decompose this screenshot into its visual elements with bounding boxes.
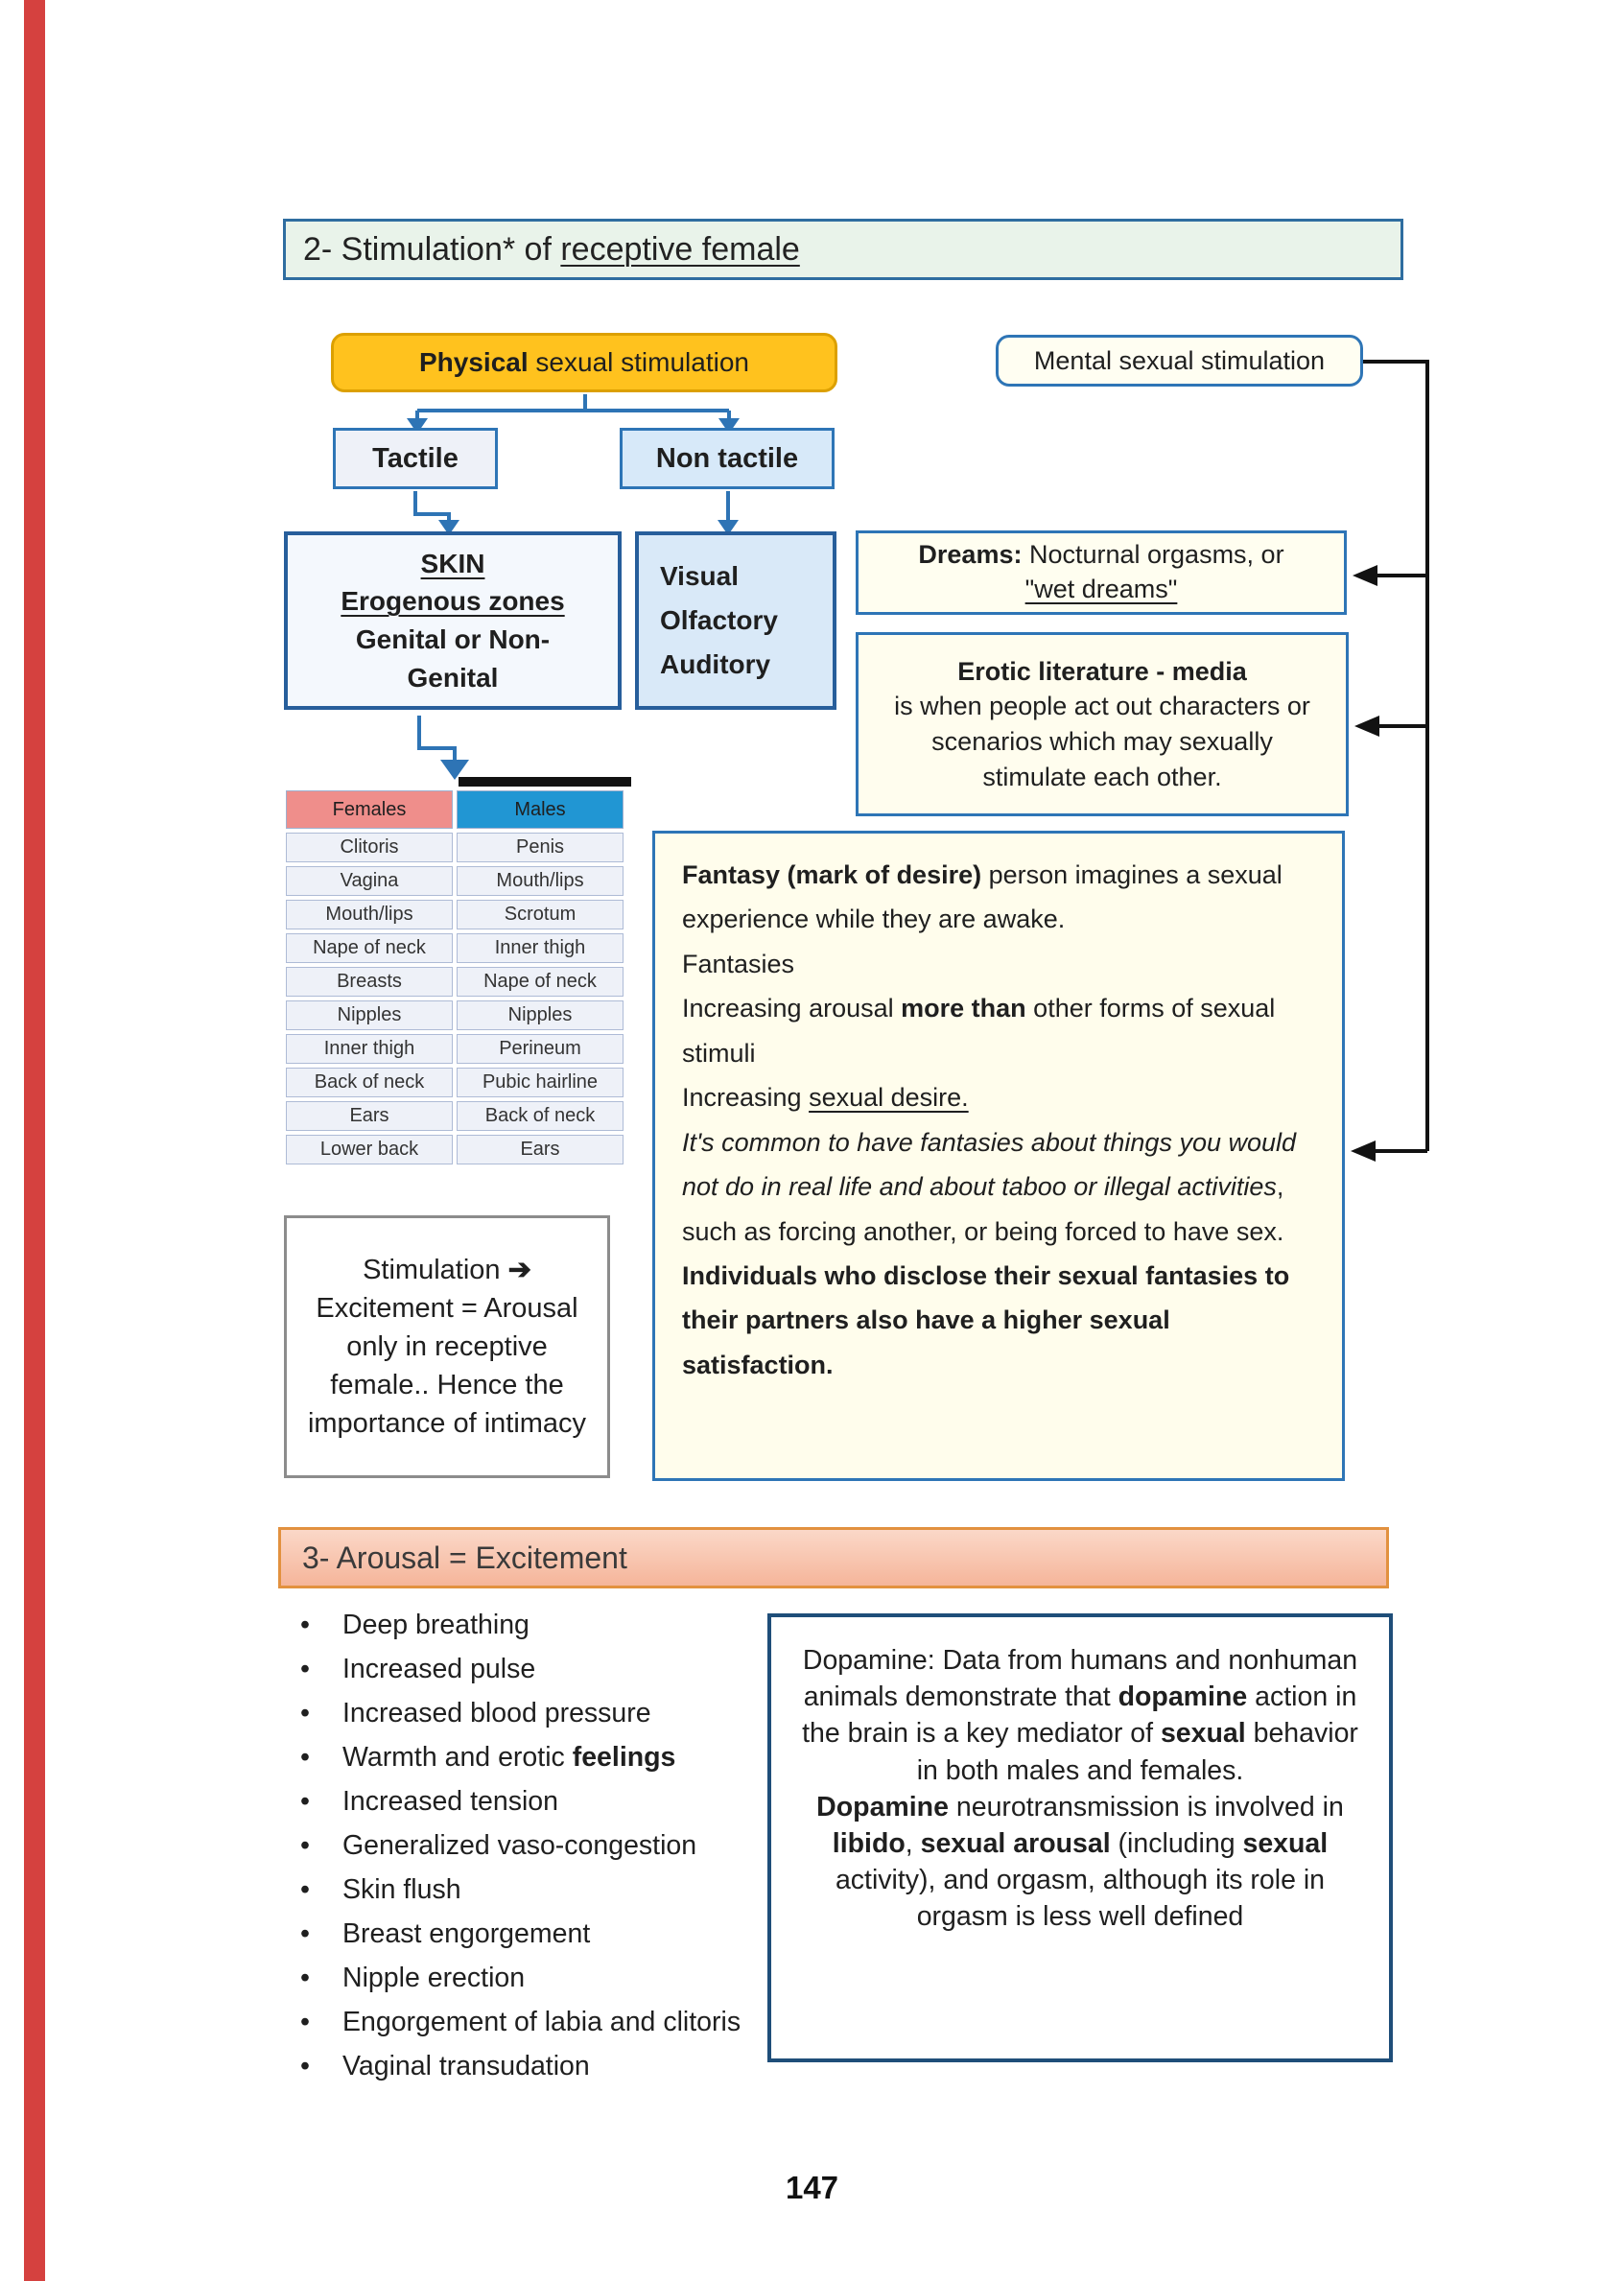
skin-line: SKIN xyxy=(420,548,485,578)
bullet-item: • Warmth and erotic feelings xyxy=(293,1742,791,1774)
arousal-signs-list xyxy=(293,1610,791,2095)
dreams-line: "wet dreams" xyxy=(1024,575,1178,603)
table-cell: Scrotum xyxy=(457,900,624,929)
table-cell: Breasts xyxy=(286,967,453,997)
table-row xyxy=(286,1135,624,1164)
left-margin-bar xyxy=(24,0,45,2281)
mental-stimulation-box xyxy=(996,335,1363,387)
fantasy-paragraph: It's common to have fantasies about things you would not do in real life and about taboo or illegal activities, such as forcing another, or being forced to have sex. xyxy=(682,1127,1297,1246)
fantasy-paragraph: Fantasies xyxy=(682,949,795,978)
males-header: Males xyxy=(457,790,624,829)
sensory-line: Visual xyxy=(660,560,739,591)
sensory-modalities-box xyxy=(635,531,836,710)
section2-title-text: 2- Stimulation* of receptive female xyxy=(303,230,800,268)
bullet-item: • Skin flush xyxy=(293,1874,791,1906)
erotic-line: Erotic literature - media xyxy=(957,656,1247,686)
bullet-item: • Increased tension xyxy=(293,1786,791,1818)
non-tactile-box xyxy=(620,428,835,489)
erotic-line: is when people act out characters or scenarios which may sexually stimulate each other. xyxy=(894,692,1310,791)
table-cell: Mouth/lips xyxy=(286,900,453,929)
physical-stimulation-box xyxy=(331,333,837,392)
table-cell: Pubic hairline xyxy=(457,1068,624,1097)
mental-stimulation-label: Mental sexual stimulation xyxy=(1033,345,1326,375)
fantasy-box xyxy=(652,831,1345,1481)
dopamine-paragraph: Dopamine neurotransmission is involved in libido, sexual arousal (including sexual activity), and orgasm, although its role in orgasm is less well defined xyxy=(816,1791,1344,1933)
bullet-item: • Breast engorgement xyxy=(293,1918,791,1950)
bullet-item: • Engorgement of labia and clitoris xyxy=(293,2007,791,2038)
table-cell: Ears xyxy=(286,1101,453,1131)
table-cell: Lower back xyxy=(286,1135,453,1164)
bullet-item: • Deep breathing xyxy=(293,1610,791,1641)
bullet-item: • Increased blood pressure xyxy=(293,1698,791,1729)
skin-line: Erogenous zones xyxy=(341,586,565,617)
stimulation-note-box xyxy=(284,1215,610,1478)
table-row xyxy=(286,900,624,929)
tactile-box xyxy=(333,428,498,489)
dopamine-box xyxy=(767,1613,1393,2062)
bullet-item: • Generalized vaso-congestion xyxy=(293,1830,791,1862)
table-cell: Clitoris xyxy=(286,833,453,862)
dopamine-paragraph: Dopamine: Data from humans and nonhuman animals demonstrate that dopamine action in the brain is a key mediator of sexual behavior in both males and females. xyxy=(802,1645,1358,1786)
section3-title-text: 3- Arousal = Excitement xyxy=(302,1540,627,1575)
table-row xyxy=(286,1034,624,1064)
table-cell: Back of neck xyxy=(286,1068,453,1097)
black-arrowheads xyxy=(1351,565,1379,1162)
fantasy-paragraph: Increasing sexual desire. xyxy=(682,1083,969,1113)
skin-erogenous-zones-box xyxy=(284,531,622,710)
table-cell: Mouth/lips xyxy=(457,866,624,896)
table-row xyxy=(286,933,624,963)
non-tactile-label: Non tactile xyxy=(655,442,799,474)
table-cell: Perineum xyxy=(457,1034,624,1064)
bullet-item: • Vaginal transudation xyxy=(293,2051,791,2082)
sensory-line: Olfactory xyxy=(660,604,778,635)
table-cell: Back of neck xyxy=(457,1101,624,1131)
table-cell: Inner thigh xyxy=(286,1034,453,1064)
dreams-box xyxy=(856,530,1347,615)
table-cell: Nape of neck xyxy=(457,967,624,997)
stimulation-note-text: Stimulation ➔ Excitement = Arousal only in receptive female.. Hence the importance of intimacy xyxy=(307,1254,587,1440)
table-row xyxy=(286,1068,624,1097)
page-number-text: 147 xyxy=(785,2170,839,2205)
table-header-row xyxy=(286,790,624,829)
fantasy-paragraph: Fantasy (mark of desire) person imagines a sexual experience while they are awake. xyxy=(682,860,1283,934)
table-row xyxy=(286,866,624,896)
table-cell: Penis xyxy=(457,833,624,862)
females-header: Females xyxy=(286,790,453,829)
table-row xyxy=(286,1000,624,1030)
table-cell: Nipples xyxy=(286,1000,453,1030)
section2-title xyxy=(283,219,1403,280)
table-cell: Inner thigh xyxy=(457,933,624,963)
table-row xyxy=(286,833,624,862)
erogenous-zones-table xyxy=(282,787,627,1168)
tactile-label: Tactile xyxy=(372,442,459,474)
males-column-top-rule xyxy=(459,777,631,787)
table-cell: Nape of neck xyxy=(286,933,453,963)
table-cell: Vagina xyxy=(286,866,453,896)
bullet-item: • Increased pulse xyxy=(293,1654,791,1685)
erotic-literature-box xyxy=(856,632,1349,816)
skin-line: Genital or Non-Genital xyxy=(355,624,551,693)
dreams-line: Dreams: Nocturnal orgasms, or xyxy=(918,540,1284,570)
table-cell: Nipples xyxy=(457,1000,624,1030)
bullet-item: • Nipple erection xyxy=(293,1963,791,1994)
table-cell: Ears xyxy=(457,1135,624,1164)
black-mental-connectors xyxy=(1363,362,1427,1151)
section3-title xyxy=(278,1527,1389,1588)
physical-stimulation-label: Physical sexual stimulation xyxy=(419,347,749,377)
fantasy-paragraph: Individuals who disclose their sexual fantasies to their partners also have a higher sexual satisfaction. xyxy=(682,1260,1290,1379)
fantasy-paragraph: Increasing arousal more than other forms of sexual stimuli xyxy=(682,994,1276,1068)
table-row xyxy=(286,1101,624,1131)
table-row xyxy=(286,967,624,997)
table-body xyxy=(286,833,624,1164)
sensory-line: Auditory xyxy=(660,649,771,680)
page-number xyxy=(0,2170,1624,2206)
